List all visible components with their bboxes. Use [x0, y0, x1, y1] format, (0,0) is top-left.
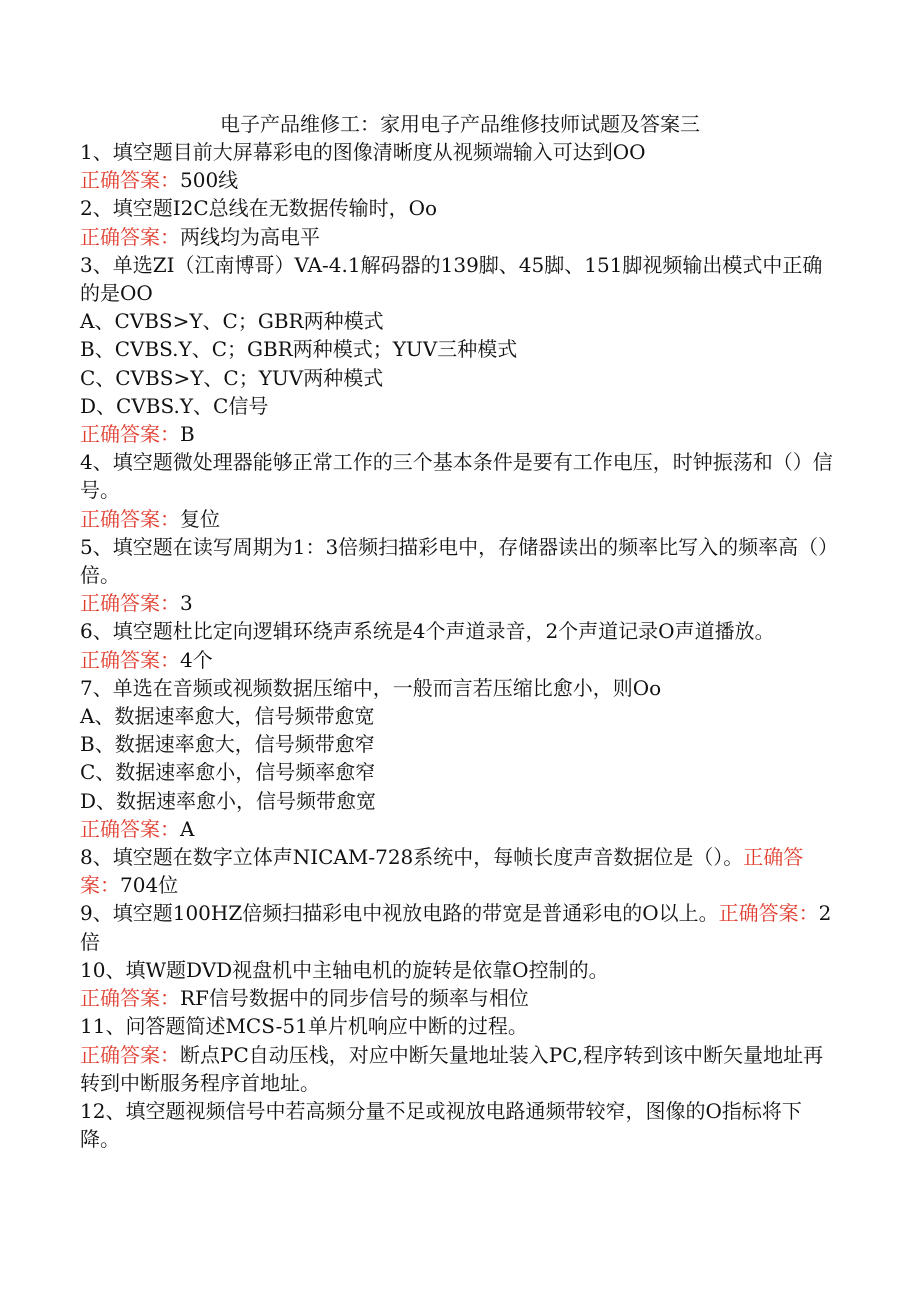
question-6	[80, 617, 840, 673]
question-4	[80, 448, 840, 533]
question-stem: 11、问答题简述MCS-51单片机响应中断的过程。	[80, 1014, 528, 1039]
answer-label: 正确答案：	[80, 816, 180, 841]
answer-label: 正确答案：	[80, 845, 804, 898]
answer-value: A	[180, 816, 195, 841]
option-d: D、CVBS.Y、C信号	[80, 393, 269, 418]
answer-value: B	[180, 422, 195, 447]
option-a: A、CVBS>Y、C；GBR两种模式	[80, 309, 384, 334]
question-stem: 1、填空题目前大屏幕彩电的图像清晰度从视频端输入可达到OO	[80, 140, 646, 164]
answer-label: 正确答案：	[80, 224, 180, 249]
answer-line	[80, 166, 840, 194]
answer-label: 正确答案：	[80, 168, 180, 193]
answer-label: 正确答案：	[80, 1042, 180, 1067]
answer-line	[80, 646, 840, 674]
answer-value: 两线均为高电平	[180, 224, 320, 249]
question-stem: 9、填空题100HZ倍频扫描彩电中视放电路的带宽是普通彩电的O以上。	[80, 901, 719, 926]
document-title: 电子产品维修工：家用电子产品维修技师试题及答案三	[220, 112, 700, 136]
option-b: B、数据速率愈大，信号频带愈窄	[80, 732, 375, 757]
answer-label: 正确答案：	[80, 986, 180, 1011]
option-d: D、数据速率愈小，信号频带愈宽	[80, 788, 377, 813]
option-b: B、CVBS.Y、C；GBR两种模式；YUV三种模式	[80, 337, 518, 362]
question-stem: 3、单选ZI（江南博哥）VA-4.1解码器的139脚、45脚、151脚视频输出模式中正确的是OO	[80, 252, 823, 306]
answer-value: 断点PC自动压栈，对应中断矢量地址装入PC,程序转到该中断矢量地址再转到中断服务程序首地址。	[80, 1042, 824, 1095]
answer-line	[80, 984, 840, 1012]
answer-line	[80, 420, 840, 448]
question-stem: 2、填空题I2C总线在无数据传输时，Oo	[80, 196, 438, 221]
answer-label: 正确答案：	[80, 422, 180, 447]
answer-value: 2倍	[80, 901, 832, 954]
answer-label: 正确答案：	[80, 591, 180, 616]
question-9	[80, 899, 840, 955]
question-stem: 5、填空题在读写周期为1：3倍频扫描彩电中，存储器读出的频率比写入的频率高（）倍。	[80, 534, 839, 588]
answer-value: 4个	[180, 647, 213, 672]
question-11	[80, 1012, 840, 1097]
answer-line	[80, 589, 840, 617]
question-stem: 7、单选在音频或视频数据压缩中，一般而言若压缩比愈小，则Oo	[80, 675, 662, 700]
answer-value: 500线	[180, 168, 239, 193]
answer-line	[80, 815, 840, 843]
answer-value: 3	[180, 591, 193, 616]
question-7	[80, 674, 840, 843]
question-5	[80, 533, 840, 618]
answer-label: 正确答案：	[718, 901, 819, 926]
question-8	[80, 843, 840, 899]
document-page	[80, 110, 840, 1153]
answer-value: 复位	[180, 506, 220, 531]
question-2	[80, 194, 840, 250]
option-c: C、CVBS>Y、C；YUV两种模式	[80, 365, 384, 390]
answer-value: RF信号数据中的同步信号的频率与相位	[180, 986, 529, 1011]
question-3	[80, 251, 840, 448]
question-stem: 4、填空题微处理器能够正常工作的三个基本条件是要有工作电压，时钟振荡和（）信号。	[80, 450, 833, 503]
answer-line	[80, 1041, 840, 1097]
question-with-answer	[80, 899, 840, 955]
question-1	[80, 138, 840, 194]
option-a: A、数据速率愈大，信号频带愈宽	[80, 704, 375, 729]
answer-label: 正确答案：	[80, 506, 180, 531]
answer-label: 正确答案：	[80, 647, 180, 672]
answer-value: 704位	[120, 873, 179, 898]
question-with-answer	[80, 843, 840, 899]
question-stem: 10、填W题DVD视盘机中主轴电机的旋转是依靠O控制的。	[80, 957, 609, 982]
question-stem: 8、填空题在数字立体声NICAM-728系统中，每帧长度声音数据位是（）。	[80, 845, 744, 870]
question-10	[80, 956, 840, 1012]
answer-line	[80, 223, 840, 251]
question-stem: 12、填空题视频信号中若高频分量不足或视放电路通频带较窄，图像的O指标将下降。	[80, 1098, 802, 1152]
answer-line	[80, 505, 840, 533]
question-stem: 6、填空题杜比定向逻辑环绕声系统是4个声道录音，2个声道记录O声道播放。	[80, 619, 775, 644]
question-12	[80, 1097, 840, 1153]
option-c: C、数据速率愈小，信号频率愈窄	[80, 760, 376, 785]
